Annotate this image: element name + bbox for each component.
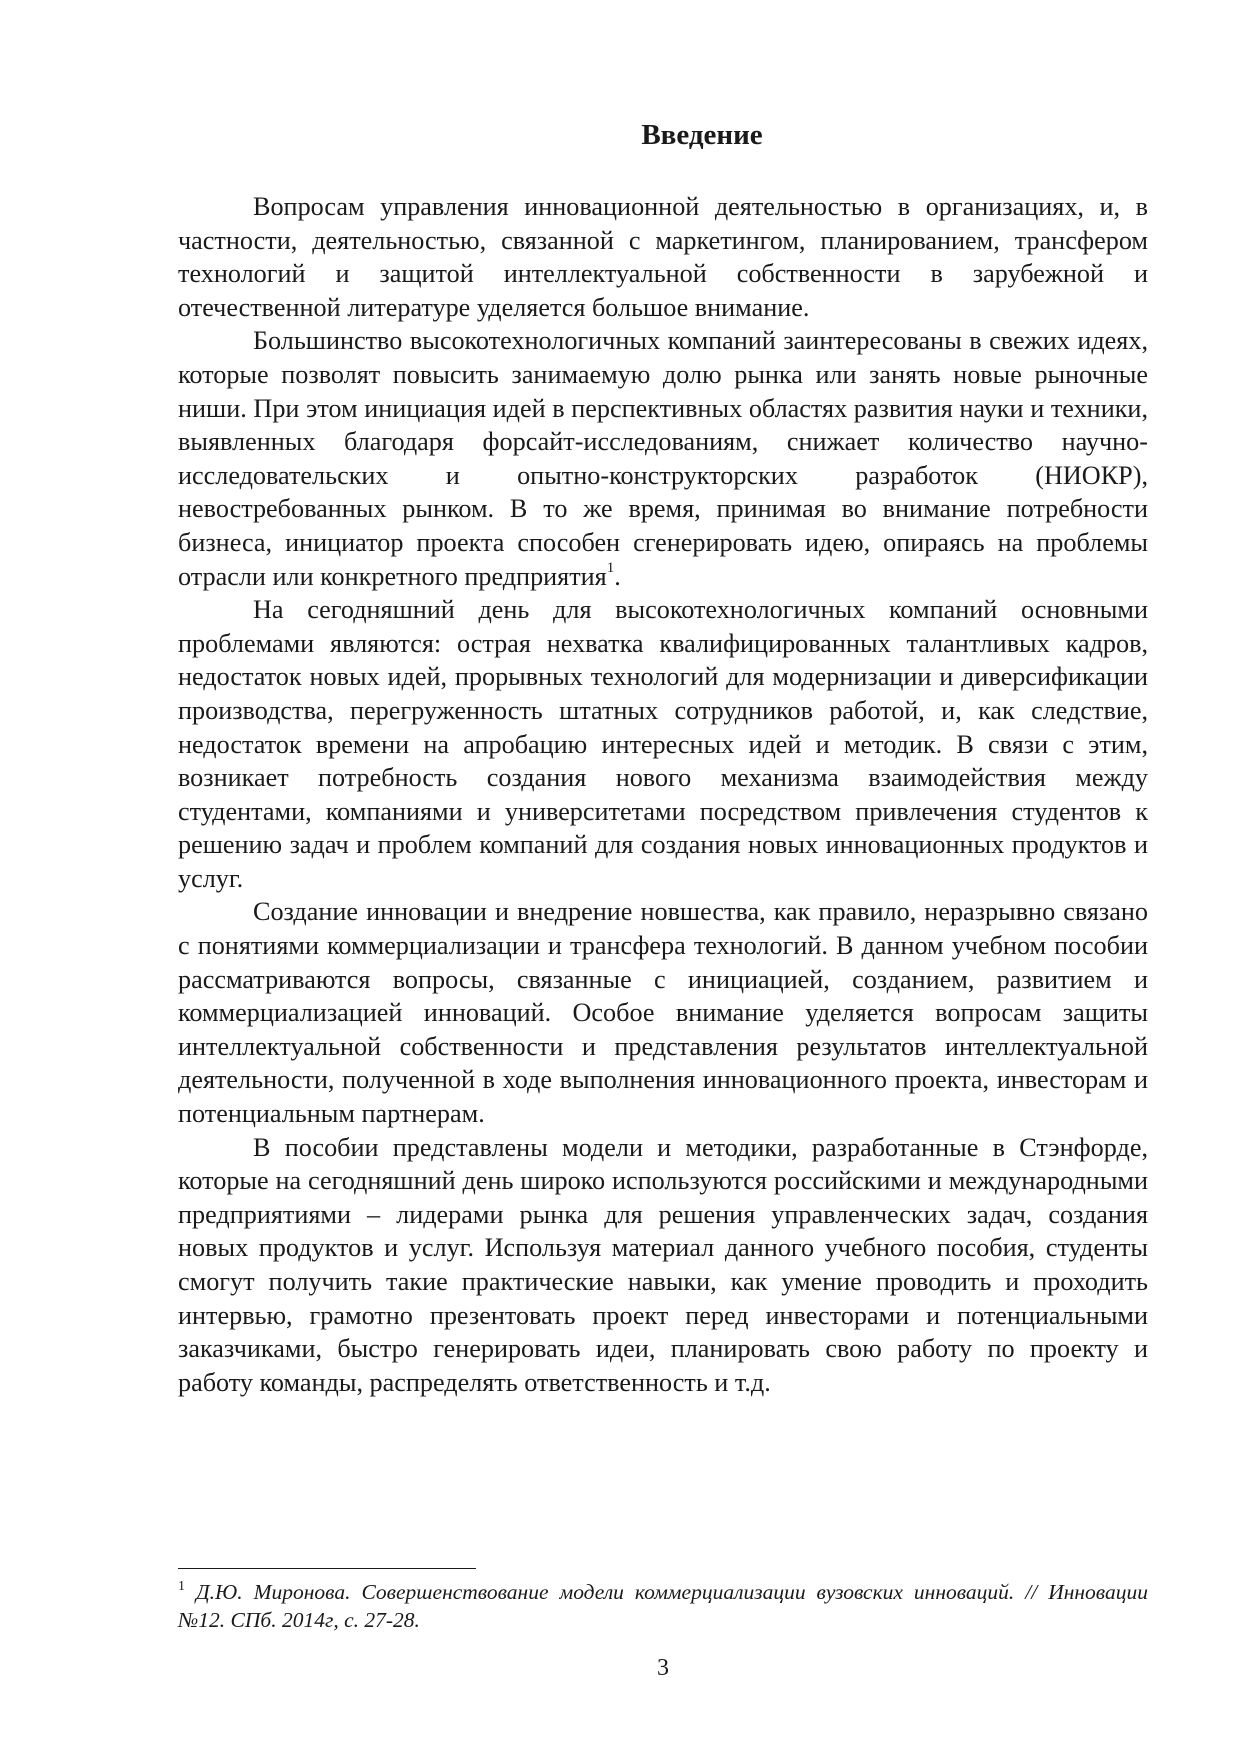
page-number: 3 <box>657 1655 669 1681</box>
footnote-marker: 1 <box>178 1579 185 1594</box>
paragraph-1: Вопросам управления инновационной деятельностью в организациях, и, в частности, деятельностью, связанной с маркетингом, планированием, трансфером технологий и защитой интеллектуальной собственности в зарубежной и отечественной литературе уделяется большое внимание. <box>178 192 1148 322</box>
footnote-divider <box>178 1568 476 1569</box>
body-text <box>178 190 1148 1399</box>
paragraph-2: Большинство высокотехнологичных компаний заинтересованы в свежих идеях, которые позволят повысить занимаемую долю рынка или занять новые рыночные ниши. При этом инициация идей в перспективных областях развития науки и техники, выявленных благодаря форсайт-исследованиям, снижает количество научно-исследовательских и опытно-конструкторских разработок (НИОКР), невостребованных рынком. В то же время, принимая во внимание потребности бизнеса, инициатор проекта способен сгенерировать идею, опираясь на проблемы отрасли или конкретного предприятия$^1$. <box>178 326 1148 591</box>
paragraph-3: На сегодняшний день для высокотехнологичных компаний основными проблемами являются: острая нехватка квалифицированных талантливых кадров, недостаток новых идей, прорывных технологий для модернизации и диверсификации производства, перегруженность штатных сотрудников работой, и, как следствие, недостаток времени на апробацию интересных идей и методик. В связи с этим, возникает потребность создания нового механизма взаимодействия между студентами, компаниями и университетами посредством привлечения студентов к решению задач и проблем компаний для создания новых инновационных продуктов и услуг. <box>178 595 1148 893</box>
footnote-text: Д.Ю. Миронова. Совершенствование модели коммерциализации вузовских инноваций. // Инновации №12. СПб. 2014г, с. 27-28. <box>178 1580 1148 1632</box>
footnote <box>178 1578 1148 1634</box>
footnote-reference[interactable]: 1 <box>606 559 615 576</box>
paragraph-4: Создание инновации и внедрение новшества, как правило, неразрывно связано с понятиями коммерциализации и трансфера технологий. В данном учебном пособии рассматриваются вопросы, связанные с инициацией, созданием, развитием и коммерциализацией инноваций. Особое внимание уделяется вопросам защиты интеллектуальной собственности и представления результатов интеллектуальной деятельности, полученной в ходе выполнения инновационного проекта, инвесторам и потенциальным партнерам. <box>178 897 1148 1129</box>
page-title: Введение <box>641 119 763 151</box>
paragraph-5: В пособии представлены модели и методики, разработанные в Стэнфорде, которые на сегодняшний день широко используются российскими и международными предприятиями – лидерами рынка для решения управленческих задач, создания новых продуктов и услуг. Используя материал данного учебного пособия, студенты смогут получить такие практические навыки, как умение проводить и проходить интервью, грамотно презентовать проект перед инвесторами и потенциальными заказчиками, быстро генерировать идеи, планировать свою работу по проекту и работу команды, распределять ответственность и т.д. <box>178 1132 1148 1397</box>
